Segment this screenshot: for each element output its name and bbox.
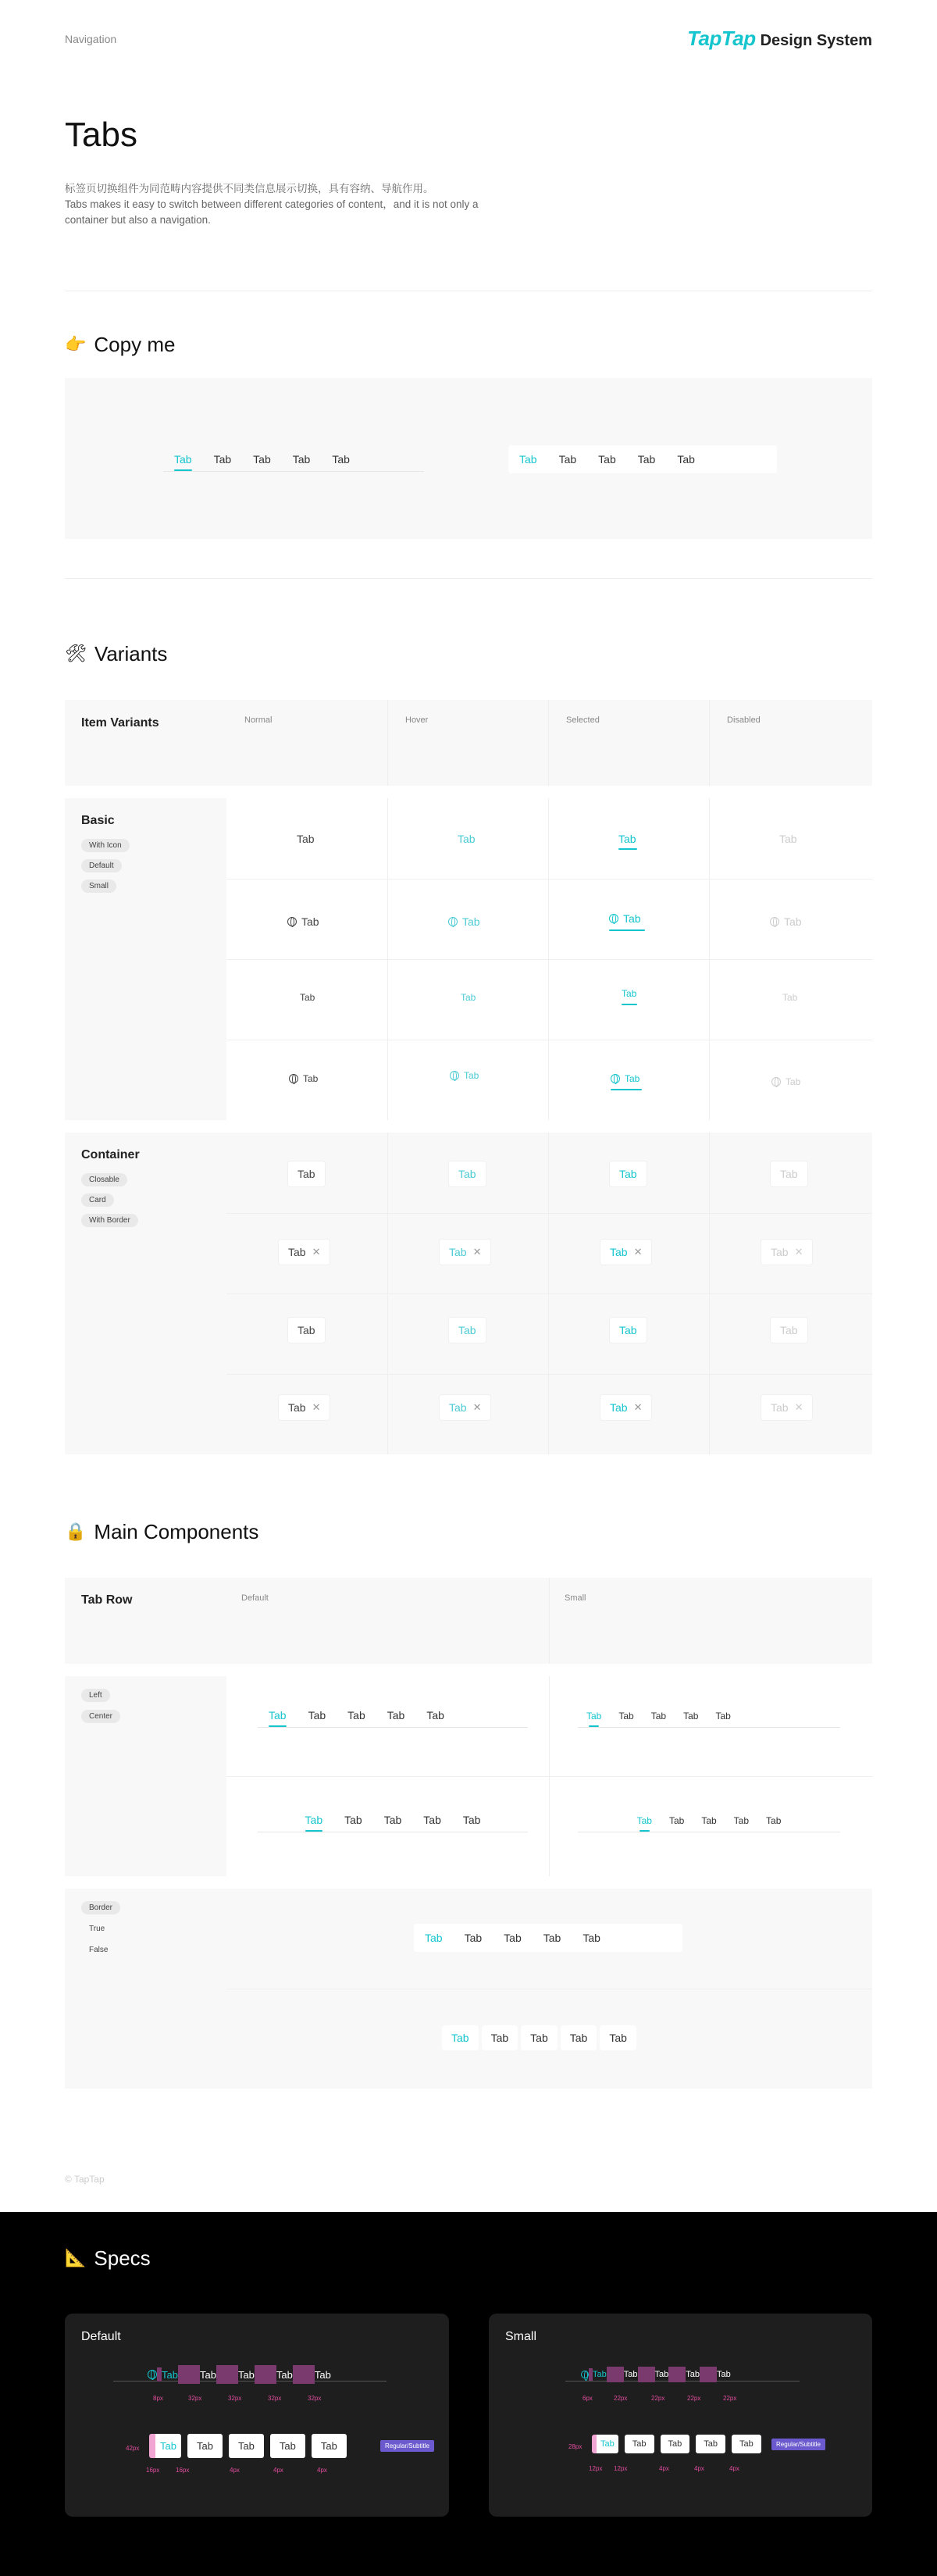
selected-indicator [622, 1004, 637, 1005]
globe-icon [770, 917, 779, 926]
spacing-marker [638, 2367, 655, 2382]
pill-true[interactable]: True [89, 1925, 105, 1933]
spec-box-tab: Tab [661, 2435, 690, 2453]
spec-card-title: Default [81, 2330, 121, 2343]
tab-disabled-icon: Tab [770, 915, 802, 928]
tab-normal-icon[interactable]: Tab [287, 915, 319, 928]
tab-item[interactable]: Tab [383, 1814, 402, 1826]
spec-tab: Tab [717, 2370, 731, 2379]
border-closable-tab-selected[interactable]: Tab ✕ [600, 1394, 652, 1421]
closable-tab-normal[interactable]: Tab ✕ [278, 1239, 330, 1265]
section-title-text: Specs [94, 2246, 151, 2270]
col-selected: Selected [566, 715, 600, 725]
tab-normal-small-icon[interactable]: Tab [289, 1073, 318, 1084]
spec-padding-label: 16px [176, 2467, 190, 2474]
section-title-variants [65, 642, 167, 666]
spec-gap-label: 22px [723, 2395, 737, 2402]
spec-gap-label: 32px [228, 2395, 242, 2402]
row-divider [226, 1776, 872, 1777]
tab-normal[interactable]: Tab [297, 833, 315, 845]
border-tab-selected[interactable]: Tab [609, 1317, 647, 1343]
tab-item[interactable]: Tab [598, 453, 616, 466]
copyright: © TapTap [65, 2174, 105, 2185]
tab-item[interactable]: Tab [425, 1932, 443, 1944]
pill-card[interactable]: Card [81, 1193, 114, 1207]
spec-tab: Tab [593, 2370, 607, 2379]
spec-spacing-label: 4px [317, 2467, 327, 2474]
section-title-text: Variants [94, 642, 168, 665]
tab-item[interactable]: Tab [733, 1815, 750, 1826]
spacing-marker [607, 2367, 624, 2382]
close-icon[interactable]: ✕ [472, 1246, 482, 1258]
tab-item[interactable]: Tab [677, 453, 695, 466]
tab-item[interactable]: Tab [442, 2025, 479, 2050]
container-group [65, 1133, 872, 1454]
tab-hover[interactable]: Tab [458, 833, 476, 845]
tab-item[interactable]: Tab [715, 1711, 731, 1721]
tab-item[interactable]: Tab [347, 1709, 365, 1721]
border-group [65, 1889, 872, 2089]
tab-item[interactable]: Tab [543, 1932, 561, 1944]
pill-center[interactable]: Center [81, 1710, 120, 1723]
spec-spacing-label: 4px [230, 2467, 240, 2474]
tab-item[interactable]: Tab [558, 453, 577, 466]
align-pills [81, 1689, 120, 1723]
tab-item[interactable]: Tab [344, 1814, 362, 1826]
tab-item[interactable]: Tab [701, 1815, 717, 1826]
spec-padding-label: 12px [614, 2465, 628, 2472]
tab-item[interactable]: Tab [213, 453, 232, 466]
pill-closable[interactable]: Closable [81, 1173, 127, 1186]
tab-item[interactable]: Tab [521, 2025, 558, 2050]
basic-label: Basic [81, 814, 115, 827]
pill-false[interactable]: False [89, 1946, 109, 1954]
lock-icon: 🔒 [65, 1522, 87, 1542]
pill-with-icon[interactable]: With Icon [81, 839, 130, 852]
pill-small[interactable]: Small [81, 879, 116, 893]
spec-tab: Tab [654, 2370, 669, 2379]
tab-item[interactable]: Tab [387, 1709, 405, 1721]
border-closable-tab-hover[interactable]: Tab ✕ [439, 1394, 491, 1421]
spec-box-tab: Tab [312, 2434, 347, 2458]
col-divider [548, 700, 549, 786]
spec-height-label: 42px [126, 2445, 140, 2452]
tab-baseline [163, 471, 424, 472]
divider [65, 578, 872, 579]
spec-box-tab: Tab [229, 2434, 264, 2458]
tab-normal-small[interactable]: Tab [300, 992, 315, 1003]
border-closable-tab-disabled: Tab ✕ [761, 1394, 813, 1421]
tab-item[interactable]: Tab [482, 2025, 518, 2050]
closable-tab-selected[interactable]: Tab ✕ [600, 1239, 652, 1265]
spec-gap-label: 32px [308, 2395, 322, 2402]
tab-item[interactable]: Tab [583, 1932, 600, 1944]
spec-box-tab: Tab [625, 2435, 654, 2453]
page-title: Tabs [65, 116, 137, 154]
globe-icon [581, 2371, 589, 2378]
border-tab-disabled: Tab [770, 1317, 808, 1343]
row-divider [226, 1374, 872, 1375]
close-icon[interactable]: ✕ [633, 1401, 643, 1413]
spacing-marker [255, 2365, 276, 2384]
tab-item[interactable]: Tab [600, 2025, 636, 2050]
tab-baseline [258, 1727, 528, 1728]
card-tab-disabled: Tab [770, 1161, 808, 1187]
tab-selected[interactable]: Tab [618, 833, 636, 845]
globe-icon [450, 1071, 459, 1080]
globe-icon [287, 917, 297, 926]
tab-selected-small[interactable]: Tab [622, 988, 637, 999]
tab-item[interactable]: Tab [423, 1814, 441, 1826]
spec-gap-label: 32px [188, 2395, 202, 2402]
spec-spacing-label: 4px [659, 2465, 669, 2472]
section-title-copy-me [65, 333, 175, 357]
col-small: Small [565, 1593, 586, 1603]
tab-selected-icon[interactable]: Tab [609, 912, 641, 925]
spec-spacing-label: 4px [694, 2465, 704, 2472]
spec-tab-row [581, 2367, 731, 2382]
close-icon[interactable]: ✕ [633, 1246, 643, 1258]
spec-tab: Tab [199, 2368, 216, 2381]
spec-gap-label: 6px [583, 2395, 593, 2402]
spec-gap-label: 8px [153, 2395, 163, 2402]
description-cn: 标签页切换组件为同范畴内容提供不同类信息展示切换，具有容纳、导航作用。 [65, 183, 434, 194]
tab-baseline [578, 1727, 840, 1728]
col-default: Default [241, 1593, 269, 1603]
spec-tab: Tab [162, 2368, 178, 2381]
section-title-text: Copy me [94, 333, 176, 356]
tab-item[interactable]: Tab [766, 1815, 782, 1826]
spec-spacing-label: 4px [729, 2465, 739, 2472]
tab-row-label: Tab Row [81, 1593, 133, 1607]
tab-hover-icon[interactable]: Tab [448, 915, 480, 928]
text-style-badge: Regular/Subtitle [380, 2440, 434, 2452]
globe-icon [448, 917, 458, 926]
design-system-label: Design System [760, 32, 872, 49]
globe-icon [611, 1074, 620, 1083]
spec-padding-label: 12px [589, 2465, 603, 2472]
tools-icon: 🛠 [65, 644, 87, 664]
close-icon[interactable]: ✕ [472, 1401, 482, 1413]
variants-header [65, 700, 872, 786]
card-tab-selected[interactable]: Tab [609, 1161, 647, 1187]
tab-item[interactable]: Tab [637, 453, 656, 466]
col-hover: Hover [405, 715, 429, 725]
tab-item[interactable]: Tab [163, 453, 203, 469]
col-normal: Normal [244, 715, 273, 725]
row-divider [226, 959, 872, 960]
spec-height-label: 28px [568, 2443, 583, 2450]
spec-tab: Tab [314, 2368, 331, 2381]
spec-card-default [65, 2314, 449, 2517]
section-title-text: Main Components [94, 1520, 259, 1543]
close-icon[interactable]: ✕ [312, 1246, 321, 1258]
tab-row-border-false [442, 2025, 636, 2050]
tab-item[interactable]: Tab [668, 1815, 685, 1826]
brand-logo [687, 27, 872, 51]
spec-box-tab: Tab [732, 2435, 761, 2453]
spec-tab: Tab [686, 2370, 700, 2379]
tab-item[interactable]: Tab [683, 1711, 699, 1721]
spec-padding-label: 16px [146, 2467, 160, 2474]
spec-box-tab: Tab [592, 2435, 618, 2453]
copy-me-panel [65, 378, 872, 539]
spec-box-row [592, 2435, 761, 2453]
spec-box-tab: Tab [696, 2435, 725, 2453]
spec-gap-label: 22px [651, 2395, 665, 2402]
tab-item[interactable]: Tab [426, 1709, 444, 1721]
tab-item[interactable]: Tab [629, 1815, 661, 1829]
tab-selected-small-icon[interactable]: Tab [611, 1073, 640, 1084]
container-cells [226, 1133, 872, 1454]
globe-icon [148, 2370, 157, 2379]
section-title-specs [65, 2246, 151, 2271]
col-divider [387, 700, 388, 786]
pill-left[interactable]: Left [81, 1689, 110, 1702]
tab-item[interactable]: Tab [519, 453, 537, 466]
tab-item[interactable]: Tab [292, 453, 311, 466]
align-group [65, 1676, 872, 1876]
pointing-hand-icon: 👉 [65, 335, 87, 355]
tab-disabled-small-icon: Tab [771, 1076, 800, 1087]
spec-spacing-label: 4px [273, 2467, 283, 2474]
tab-item[interactable]: Tab [294, 1814, 334, 1829]
tab-hover-small-icon[interactable]: Tab [450, 1070, 479, 1081]
tab-item[interactable]: Tab [504, 1932, 522, 1944]
spacing-marker [668, 2367, 686, 2382]
tab-item[interactable]: Tab [561, 2025, 597, 2050]
container-pills [81, 1173, 138, 1227]
closable-tab-disabled: Tab ✕ [761, 1239, 813, 1265]
closable-tab-hover[interactable]: Tab ✕ [439, 1239, 491, 1265]
basic-cells [226, 798, 872, 1120]
copy-me-tabs-border [508, 445, 777, 473]
tab-row-header [65, 1578, 872, 1664]
spec-tab: Tab [237, 2368, 255, 2381]
tab-row-border-true [414, 1924, 682, 1952]
tab-row-left-small [578, 1711, 840, 1728]
col-divider [709, 700, 710, 786]
basic-group [65, 798, 872, 1120]
copy-me-tabs-line [163, 453, 424, 472]
spec-tab-row [148, 2365, 331, 2384]
col-disabled: Disabled [727, 715, 761, 725]
row-divider [226, 1213, 872, 1214]
border-closable-tab-normal[interactable]: Tab ✕ [278, 1394, 330, 1421]
pill-with-border[interactable]: With Border [81, 1214, 138, 1227]
row-divider [226, 1293, 872, 1294]
spacing-marker [700, 2367, 717, 2382]
globe-icon [609, 914, 618, 923]
border-pills [81, 1901, 120, 1957]
tab-disabled-small: Tab [782, 992, 798, 1003]
tab-item[interactable]: Tab [462, 1814, 481, 1826]
col-divider [549, 1578, 550, 1664]
tab-item[interactable]: Tab [464, 1932, 483, 1944]
close-icon[interactable]: ✕ [312, 1401, 321, 1413]
pill-default[interactable]: Default [81, 859, 122, 872]
breadcrumb-nav[interactable]: Navigation [65, 33, 117, 45]
spec-box-tab: Tab [187, 2434, 223, 2458]
spec-tab: Tab [623, 2370, 638, 2379]
card-tab-hover[interactable]: Tab [448, 1161, 486, 1187]
tab-item[interactable]: Tab [258, 1709, 297, 1725]
align-cells [226, 1676, 872, 1876]
globe-icon [771, 1077, 781, 1086]
page-description [65, 181, 486, 228]
spacing-marker [216, 2365, 238, 2384]
close-icon: ✕ [794, 1401, 803, 1413]
tab-item[interactable]: Tab [253, 453, 271, 466]
item-variants-label: Item Variants [81, 716, 159, 730]
tab-hover-small[interactable]: Tab [461, 992, 476, 1003]
selected-indicator [609, 929, 645, 931]
selected-indicator [618, 848, 637, 850]
tab-row-left-default [258, 1709, 528, 1728]
spec-card-small [489, 2314, 872, 2517]
border-tab-normal[interactable]: Tab [287, 1317, 326, 1343]
border-tab-hover[interactable]: Tab [448, 1317, 486, 1343]
spacing-marker [178, 2365, 200, 2384]
tab-disabled: Tab [779, 833, 797, 845]
basic-pills [81, 839, 130, 893]
spec-card-title: Small [505, 2330, 537, 2343]
close-icon: ✕ [794, 1246, 803, 1258]
spec-gap-label: 22px [687, 2395, 701, 2402]
globe-icon [289, 1074, 298, 1083]
tab-item[interactable]: Tab [332, 453, 350, 466]
tab-row-center-small [578, 1815, 840, 1832]
tab-item[interactable]: Tab [618, 1711, 634, 1721]
taptap-logo: TapTap [687, 27, 756, 50]
selected-indicator [611, 1089, 642, 1090]
text-style-badge: Regular/Subtitle [771, 2439, 825, 2450]
pill-border[interactable]: Border [81, 1901, 120, 1914]
spec-box-row [149, 2434, 347, 2458]
description-en: Tabs makes it easy to switch between different categories of content，and it is not only a container but also a navigation. [65, 198, 479, 226]
spec-gap-label: 22px [614, 2395, 628, 2402]
tab-item[interactable]: Tab [650, 1711, 667, 1721]
spec-tab: Tab [276, 2368, 293, 2381]
spacing-marker [293, 2365, 315, 2384]
tab-item[interactable]: Tab [308, 1709, 326, 1721]
tab-item[interactable]: Tab [578, 1711, 610, 1725]
spec-box-tab: Tab [270, 2434, 305, 2458]
spec-box-tab: Tab [149, 2434, 181, 2458]
section-title-main-components [65, 1520, 258, 1544]
tab-row [163, 453, 424, 469]
border-cells [226, 1889, 872, 2089]
spec-gap-label: 32px [268, 2395, 282, 2402]
container-label: Container [81, 1148, 140, 1161]
card-tab-normal[interactable]: Tab [287, 1161, 326, 1187]
triangle-ruler-icon: 📐 [65, 2249, 87, 2268]
tab-row-center-default [258, 1814, 528, 1832]
